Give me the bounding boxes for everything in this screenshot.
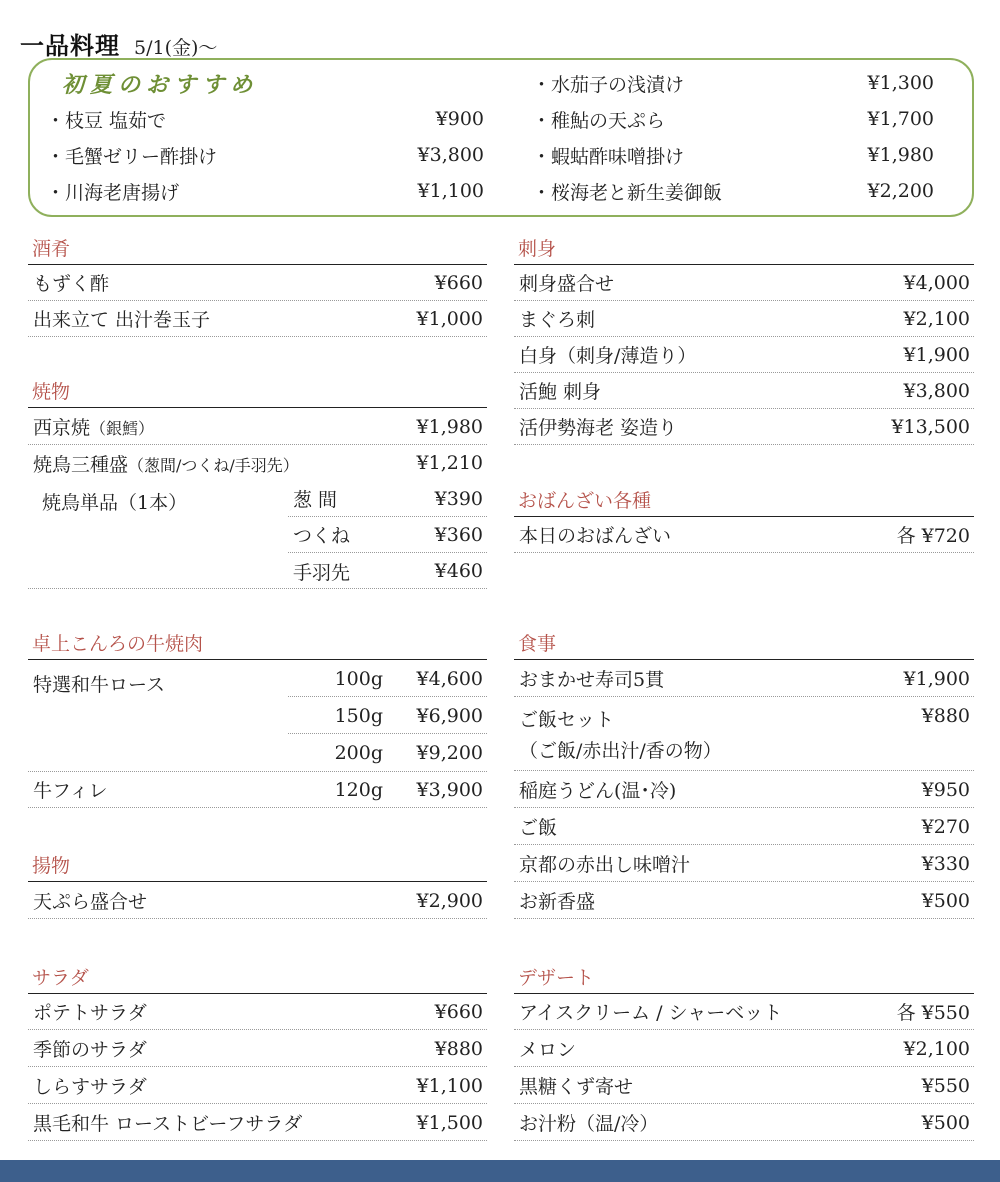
item-price: ¥270 (921, 815, 970, 838)
menu-row (514, 409, 974, 445)
item-price: ¥550 (921, 1074, 970, 1097)
item-name: メロン (519, 1039, 577, 1061)
item-price: ¥2,100 (903, 307, 970, 330)
item-name: ・水茄子の浅漬け (532, 73, 685, 96)
item-name: ・毛蟹ゼリー酢掛け (46, 145, 218, 168)
item-name: 白身（刺身/薄造り） (519, 345, 697, 367)
menu-row (514, 265, 974, 301)
item-price: ¥4,000 (903, 271, 970, 294)
item-price: ¥9,200 (416, 742, 483, 764)
menu-row (28, 1105, 487, 1141)
item-price: ¥3,800 (417, 144, 484, 166)
item-name: ・稚鮎の天ぷら (532, 109, 666, 132)
menu-row (28, 301, 487, 337)
roast-name: 特選和牛ロース (33, 674, 166, 696)
item-price: ¥900 (435, 108, 484, 130)
menu-row (28, 445, 487, 481)
item-name: しらすサラダ (33, 1076, 147, 1098)
item-name: つくね (293, 525, 351, 547)
item-name: 葱 間 (293, 489, 338, 511)
page-title: 一品料理 (20, 31, 120, 60)
section-title-dessert: デザート (514, 960, 974, 994)
item-price: ¥3,800 (903, 379, 970, 402)
section-title-obanzai: おばんざい各種 (514, 483, 974, 517)
item-weight: 150g (334, 704, 383, 727)
item-price: ¥660 (434, 271, 483, 294)
menu-row (514, 809, 974, 845)
item-name: お新香盛 (519, 891, 596, 913)
menu-row (514, 661, 974, 697)
recommend-item (46, 173, 484, 209)
item-price: ¥460 (434, 560, 483, 582)
item-price: ¥1,900 (903, 343, 970, 366)
item-name: 季節のサラダ (33, 1039, 147, 1061)
menu-row (288, 517, 487, 553)
recommend-item (46, 101, 484, 137)
menu-date: 5/1(金)〜 (134, 37, 218, 59)
menu-row (28, 994, 487, 1030)
item-price: ¥950 (921, 778, 970, 801)
item-price: ¥880 (921, 705, 970, 727)
item-name: 西京焼 (33, 417, 91, 439)
menu-row (288, 481, 487, 517)
item-weight: 200g (334, 742, 383, 764)
footer-bar (0, 1160, 1000, 1182)
item-price: ¥1,100 (417, 180, 484, 202)
item-price: ¥500 (921, 1111, 970, 1134)
item-note: （銀鱈） (90, 419, 155, 438)
item-name: 本日のおばんざい (519, 525, 672, 547)
recommend-heading: 初夏のおすすめ (62, 72, 259, 98)
yakitori-single-label: 焼鳥単品（1本） (42, 492, 188, 514)
menu-row (288, 735, 487, 771)
item-name: 天ぷら盛合せ (33, 891, 148, 913)
item-price: ¥1,980 (867, 144, 934, 166)
item-name: 刺身盛合せ (519, 273, 615, 295)
item-name: 牛フィレ (33, 780, 108, 802)
item-name: 活伊勢海老 姿造り (519, 417, 678, 439)
item-name: ・桜海老と新生姜御飯 (532, 181, 723, 204)
section-title-sashimi: 刺身 (514, 231, 974, 265)
item-name: 黒毛和牛 ローストビーフサラダ (33, 1113, 303, 1135)
item-price: ¥330 (921, 852, 970, 875)
item-price: ¥6,900 (416, 704, 483, 727)
item-price: ¥2,900 (416, 889, 483, 912)
menu-row (514, 517, 974, 553)
menu-row (28, 883, 487, 919)
section-title-sakana: 酒肴 (28, 231, 487, 265)
item-name: 手羽先 (293, 561, 351, 584)
item-name: 京都の赤出し味噌汁 (519, 854, 691, 876)
item-price: ¥13,500 (891, 415, 970, 438)
menu-row (288, 661, 487, 697)
item-name: 焼鳥三種盛 (33, 453, 129, 476)
item-name: ポテトサラダ (33, 1002, 147, 1024)
recommend-item (532, 137, 934, 173)
menu-row (28, 1031, 487, 1067)
menu-row (514, 772, 974, 808)
menu-row (514, 337, 974, 373)
menu-row (514, 883, 974, 919)
item-name: お汁粉（温/冷） (519, 1113, 659, 1135)
item-price: ¥1,500 (416, 1111, 483, 1134)
item-name: ・蝦蛄酢味噌掛け (532, 145, 685, 168)
item-price: ¥1,900 (903, 667, 970, 690)
item-name: 黒糖くず寄せ (519, 1076, 634, 1098)
item-name: おまかせ寿司5貫 (519, 669, 665, 691)
menu-row (514, 301, 974, 337)
item-name: 稲庭うどん(温･冷) (519, 780, 677, 802)
item-name: ・川海老唐揚げ (46, 181, 180, 204)
menu-row (28, 409, 487, 445)
menu-row (288, 553, 487, 589)
item-weight: 100g (334, 667, 383, 690)
item-name: アイスクリーム / シャーベット (519, 1002, 783, 1024)
menu-row (514, 373, 974, 409)
item-name: 出来立て 出汁巻玉子 (33, 309, 211, 331)
menu-row (514, 698, 974, 771)
item-price: ¥1,100 (416, 1074, 483, 1097)
item-name: 活鮑 刺身 (519, 381, 602, 403)
menu-row (288, 698, 487, 734)
item-sub: （ご飯/赤出汁/香の物） (519, 740, 722, 762)
item-price: ¥1,300 (867, 72, 934, 94)
recommend-item (532, 173, 934, 209)
section-title-agemono: 揚物 (28, 848, 487, 882)
item-price: ¥1,000 (416, 307, 483, 330)
section-title-shokuji: 食事 (514, 626, 974, 660)
item-name: もずく酢 (33, 273, 110, 295)
item-price: ¥2,200 (867, 180, 934, 202)
menu-row (514, 1031, 974, 1067)
recommend-item (532, 65, 934, 101)
item-name: ご飯 (519, 817, 558, 839)
item-price: ¥390 (434, 487, 483, 510)
section-title-yakimono: 焼物 (28, 374, 487, 408)
item-price: ¥660 (434, 1000, 483, 1023)
item-weight: 120g (334, 778, 383, 801)
item-name: まぐろ刺 (519, 309, 596, 331)
item-price: ¥500 (921, 889, 970, 912)
menu-row (514, 1105, 974, 1141)
item-name: ご飯セット (519, 709, 615, 731)
menu-row (28, 772, 487, 808)
menu-row (28, 265, 487, 301)
item-price: ¥1,980 (416, 415, 483, 438)
item-price: ¥1,700 (867, 108, 934, 130)
page-header (20, 26, 217, 61)
item-price: 各 ¥720 (896, 525, 970, 547)
item-note: （葱間/つくね/手羽先） (128, 455, 299, 475)
item-price: ¥3,900 (416, 778, 483, 801)
item-price: ¥4,600 (416, 667, 483, 690)
menu-row (28, 1068, 487, 1104)
item-price: ¥2,100 (903, 1037, 970, 1060)
item-price: 各 ¥550 (896, 1002, 970, 1024)
item-name: ・枝豆 塩茹で (46, 109, 167, 132)
item-price: ¥1,210 (416, 452, 483, 474)
item-price: ¥880 (434, 1037, 483, 1060)
recommend-item (46, 137, 484, 173)
menu-row (514, 994, 974, 1030)
menu-row (514, 846, 974, 882)
section-title-salad: サラダ (28, 960, 487, 994)
menu-row (514, 1068, 974, 1104)
divider (28, 588, 487, 589)
recommend-item (532, 101, 934, 137)
item-price: ¥360 (434, 523, 483, 546)
section-title-gyuyaki: 卓上こんろの牛焼肉 (28, 626, 487, 660)
